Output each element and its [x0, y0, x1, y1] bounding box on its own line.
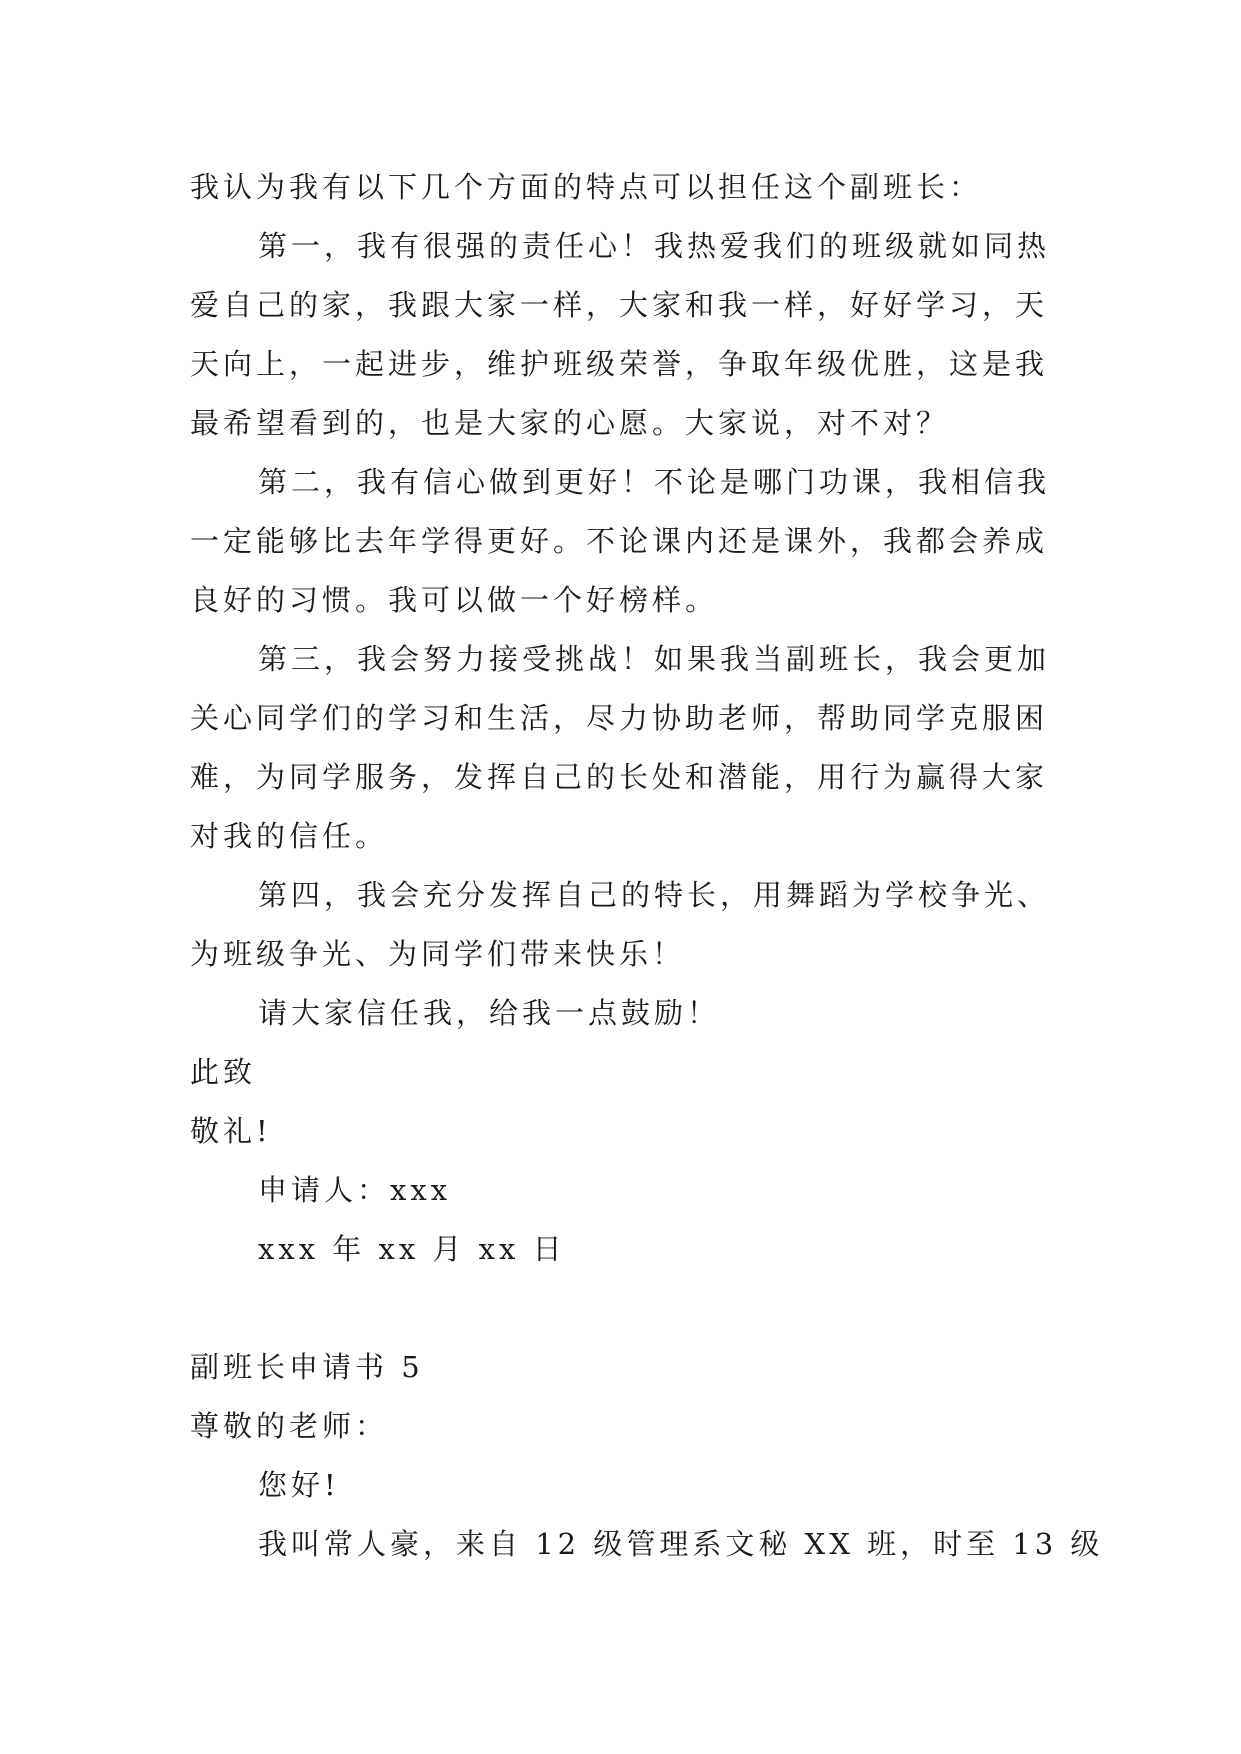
intro-line: 我认为我有以下几个方面的特点可以担任这个副班长：: [190, 170, 983, 204]
opening-line: 我叫常人豪，来自 12 级管理系文秘 XX 班，时至 13 级: [258, 1527, 1104, 1561]
point3-line-4: 对我的信任。: [190, 819, 389, 853]
point2-line-3: 良好的习惯。我可以做一个好榜样。: [190, 583, 719, 617]
point3-line-2: 关心同学们的学习和生活，尽力协助老师，帮助同学克服困: [190, 701, 1049, 735]
point4-line-2: 为班级争光、为同学们带来快乐！: [190, 937, 686, 971]
closing-line-2: 敬礼!: [190, 1114, 272, 1148]
greeting-line: 您好!: [258, 1468, 340, 1502]
date-line: xxx 年 xx 月 xx 日: [258, 1232, 566, 1266]
salutation-line: 尊敬的老师：: [190, 1409, 389, 1443]
point3-line-3: 难，为同学服务，发挥自己的长处和潜能，用行为赢得大家: [190, 760, 1049, 794]
point1-line-4: 最希望看到的，也是大家的心愿。大家说，对不对？: [190, 406, 950, 440]
point2-line-2: 一定能够比去年学得更好。不论课内还是课外，我都会养成: [190, 524, 1049, 558]
section-spacer: [190, 1279, 1070, 1338]
point4-line-1: 第四，我会充分发挥自己的特长，用舞蹈为学校争光、: [258, 878, 1051, 912]
next-section-title: 副班长申请书 5: [190, 1350, 424, 1384]
point1-line-1: 第一，我有很强的责任心！我热爱我们的班级就如同热: [258, 229, 1051, 263]
point1-line-3: 天向上，一起进步，维护班级荣誉，争取年级优胜，这是我: [190, 347, 1049, 381]
point3-line-1: 第三，我会努力接受挑战！如果我当副班长，我会更加: [258, 642, 1051, 676]
closing-line-1: 此致: [190, 1055, 257, 1089]
applicant-line: 申请人：xxx: [258, 1173, 452, 1207]
point2-line-1: 第二，我有信心做到更好！不论是哪门功课，我相信我: [258, 465, 1051, 499]
point1-line-2: 爱自己的家，我跟大家一样，大家和我一样，好好学习，天: [190, 288, 1049, 322]
request-line: 请大家信任我，给我一点鼓励！: [258, 996, 721, 1030]
document-body: [190, 158, 1104, 1574]
